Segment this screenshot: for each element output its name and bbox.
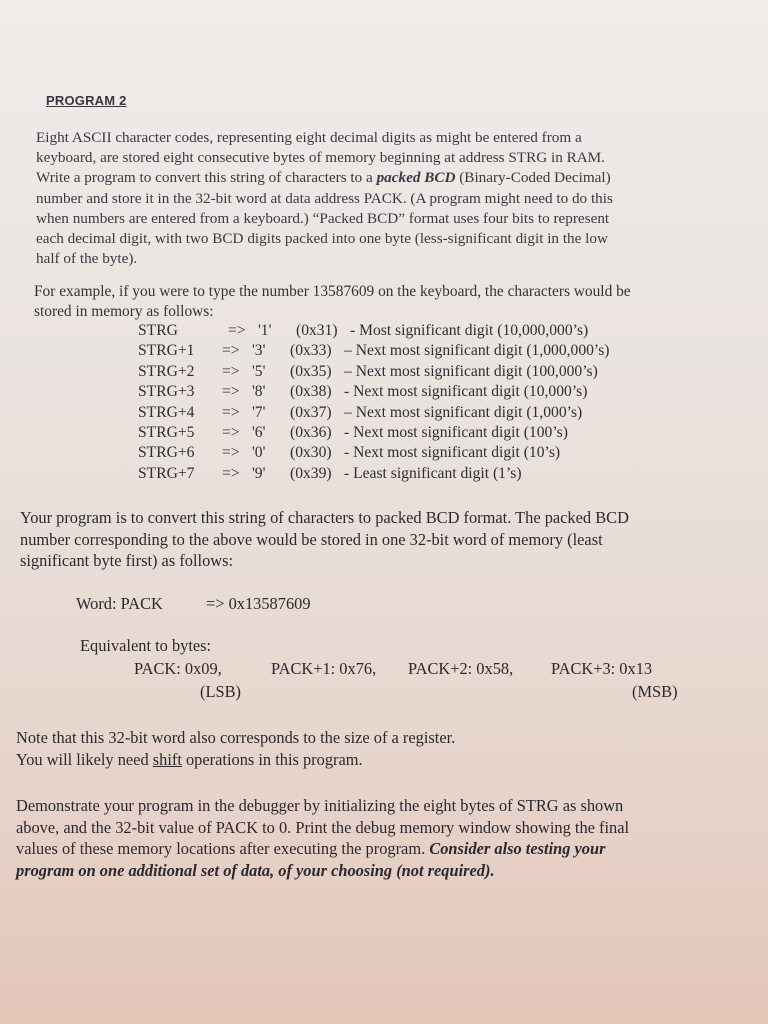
- note-line: Note that this 32-bit word also corresponds to the size of a register.: [16, 728, 456, 747]
- memory-desc: – Next most significant digit (100,000’s): [344, 362, 598, 380]
- memory-char: '6': [252, 424, 266, 442]
- memory-arrow: =>: [222, 342, 240, 360]
- memory-hex: (0x36): [290, 424, 332, 442]
- lsb-label: (LSB): [200, 682, 241, 701]
- note-text-tail: operations in this program.: [181, 749, 363, 769]
- memory-row: [138, 403, 610, 423]
- byte-item: PACK+3: 0x13: [551, 659, 653, 678]
- equivalent-label: Equivalent to bytes:: [80, 636, 212, 655]
- memory-arrow: =>: [222, 403, 240, 421]
- memory-desc: - Next most significant digit (10’s): [344, 444, 561, 462]
- memory-address: STRG+5: [138, 424, 195, 442]
- note-paragraph: [16, 727, 756, 770]
- memory-char: '1': [258, 322, 272, 339]
- memory-desc: - Least significant digit (1’s): [344, 464, 522, 482]
- intro-line: Eight ASCII character codes, representing eight decimal digits as might be entered from a: [36, 129, 582, 146]
- memory-row: [138, 423, 610, 443]
- task-line: significant byte first) as follows:: [20, 551, 234, 570]
- memory-hex: (0x33): [290, 342, 332, 360]
- intro-paragraph: [36, 128, 736, 269]
- memory-hex: (0x39): [290, 464, 332, 482]
- memory-arrow: =>: [222, 464, 240, 482]
- packed-bcd-emphasis: packed BCD: [376, 169, 456, 187]
- intro-line: each decimal digit, with two BCD digits packed into one byte (less-significant digit in the low: [36, 230, 608, 248]
- note-line: [16, 749, 756, 771]
- demo-line: [16, 838, 761, 860]
- memory-desc: – Next most significant digit (1,000’s): [344, 403, 583, 421]
- intro-line: when numbers are entered from a keyboard.) “Packed BCD” format uses four bits to represent: [36, 209, 610, 227]
- memory-row: [138, 382, 610, 402]
- byte-item: PACK+2: 0x58,: [408, 659, 514, 678]
- word-value: => 0x13587609: [206, 594, 311, 613]
- memory-address: STRG+4: [138, 403, 195, 421]
- memory-hex: (0x38): [290, 383, 332, 401]
- memory-char: '8': [252, 383, 266, 401]
- byte-list: [134, 658, 652, 680]
- example-paragraph: [34, 282, 744, 322]
- memory-arrow: =>: [222, 424, 240, 442]
- shift-underlined: shift: [152, 749, 182, 769]
- memory-char: '3': [252, 342, 266, 360]
- memory-arrow: =>: [228, 322, 246, 339]
- memory-address: STRG: [138, 322, 178, 339]
- word-pack-line: [76, 594, 311, 614]
- byte-item: PACK+1: 0x76,: [271, 659, 377, 678]
- demo-line: above, and the 32-bit value of PACK to 0. Print the debug memory window showing the final: [16, 817, 630, 837]
- word-label: Word: PACK: [76, 594, 163, 613]
- example-line: For example, if you were to type the number 13587609 on the keyboard, the characters would be: [34, 283, 631, 300]
- memory-row: [138, 464, 610, 484]
- memory-hex: (0x31): [296, 322, 338, 339]
- intro-line: [36, 168, 736, 188]
- page-title: PROGRAM 2: [46, 93, 127, 108]
- memory-char: '9': [252, 464, 266, 482]
- byte-item: PACK: 0x09,: [134, 659, 222, 678]
- demo-text: values of these memory locations after executing the program.: [16, 839, 430, 858]
- intro-line: keyboard, are stored eight consecutive bytes of memory beginning at address STRG in RAM.: [36, 149, 605, 167]
- memory-char: '5': [252, 362, 266, 380]
- task-line: Your program is to convert this string of characters to packed BCD format. The packed BCD: [20, 508, 629, 527]
- memory-row: [138, 443, 610, 463]
- memory-address: STRG+3: [138, 383, 195, 401]
- task-paragraph: [20, 507, 740, 572]
- memory-address: STRG+6: [138, 444, 195, 462]
- memory-address: STRG+2: [138, 362, 195, 380]
- memory-arrow: =>: [222, 444, 240, 462]
- memory-row: [138, 321, 610, 341]
- msb-label: (MSB): [632, 682, 678, 701]
- demo-emphasis-b: program on one additional set of data, of your choosing (not required).: [16, 860, 495, 880]
- memory-char: '7': [252, 403, 266, 421]
- memory-desc: - Next most significant digit (100’s): [344, 424, 568, 442]
- demo-emphasis-a: Consider also testing your: [429, 839, 606, 858]
- memory-row: [138, 341, 610, 361]
- memory-layout-list: [138, 321, 610, 484]
- task-line: number corresponding to the above would be stored in one 32-bit word of memory (least: [20, 529, 603, 549]
- intro-line: half of the byte).: [36, 250, 138, 268]
- memory-desc: - Most significant digit (10,000,000’s): [350, 322, 589, 339]
- memory-desc: – Next most significant digit (1,000,000’s): [344, 342, 610, 360]
- example-line: stored in memory as follows:: [34, 303, 214, 320]
- memory-hex: (0x37): [290, 403, 332, 421]
- demo-line: Demonstrate your program in the debugger by initializing the eight bytes of STRG as shown: [16, 796, 624, 815]
- intro-line-tail: (Binary-Coded Decimal): [455, 169, 611, 187]
- memory-address: STRG+1: [138, 342, 195, 360]
- intro-line-text: Write a program to convert this string of characters to a: [36, 169, 377, 187]
- memory-hex: (0x35): [290, 362, 332, 380]
- memory-desc: - Next most significant digit (10,000’s): [344, 383, 588, 401]
- memory-arrow: =>: [222, 383, 240, 401]
- intro-line: number and store it in the 32-bit word at data address PACK. (A program might need to do this: [36, 189, 613, 207]
- note-text: You will likely need: [16, 749, 153, 769]
- demo-paragraph: [16, 795, 761, 881]
- memory-hex: (0x30): [290, 444, 332, 462]
- memory-address: STRG+7: [138, 464, 195, 482]
- memory-arrow: =>: [222, 362, 240, 380]
- memory-row: [138, 362, 610, 382]
- memory-char: '0': [252, 444, 266, 462]
